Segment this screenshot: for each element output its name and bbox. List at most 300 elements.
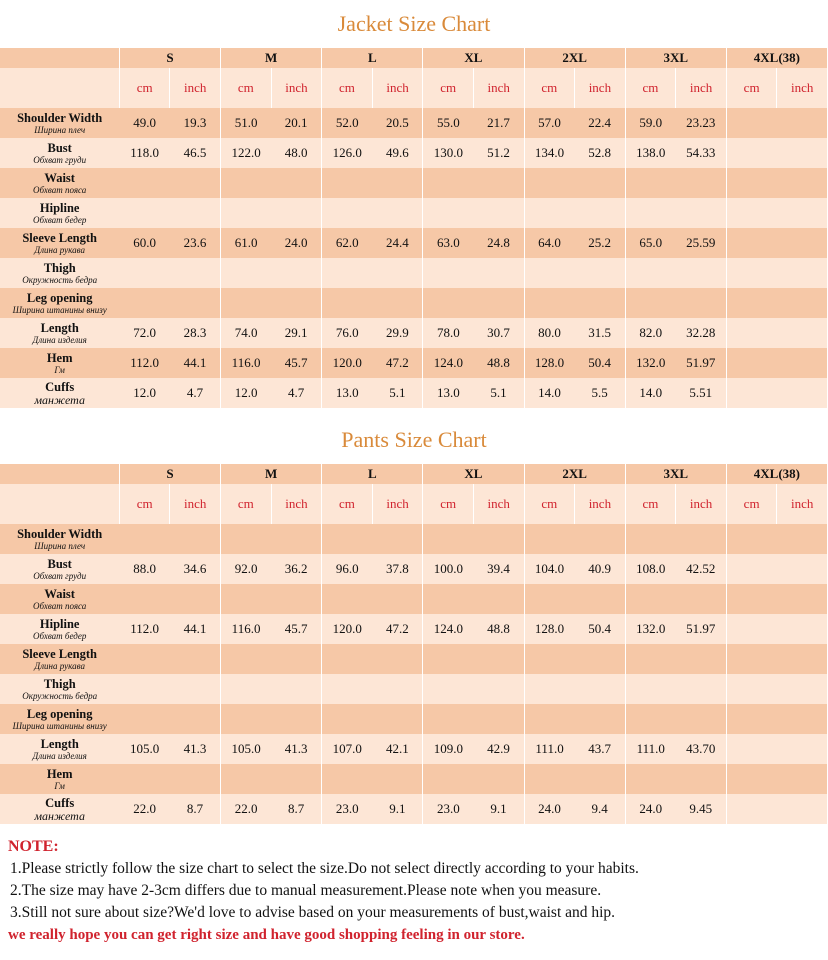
measurement-value — [322, 674, 373, 704]
measurement-value — [170, 168, 221, 198]
measurement-value: 24.4 — [372, 228, 423, 258]
measurement-value: 112.0 — [119, 348, 170, 378]
measurement-label-en: Shoulder Width — [17, 526, 103, 541]
size-header-cell: L — [322, 464, 423, 484]
measurement-value: 41.3 — [271, 734, 322, 764]
measurement-label-en: Bust — [47, 556, 72, 571]
measurement-row — [0, 584, 828, 614]
measurement-value — [221, 258, 272, 288]
measurement-value: 64.0 — [524, 228, 575, 258]
measurement-value — [625, 258, 676, 288]
measurement-label-ru: Длина рукава — [34, 660, 85, 671]
measurement-value — [372, 704, 423, 734]
measurement-value — [524, 168, 575, 198]
measurement-label — [0, 198, 119, 228]
measurement-row — [0, 108, 828, 138]
measurement-value — [119, 764, 170, 794]
measurement-value — [473, 198, 524, 228]
measurement-value — [625, 764, 676, 794]
measurement-value: 36.2 — [271, 554, 322, 584]
size-header-row — [0, 464, 828, 484]
measurement-value: 32.28 — [676, 318, 727, 348]
measurement-value: 28.3 — [170, 318, 221, 348]
measurement-value — [170, 764, 221, 794]
notes-block — [0, 824, 828, 946]
measurement-value: 44.1 — [170, 614, 221, 644]
measurement-value — [777, 674, 828, 704]
unit-header-cell: inch — [271, 68, 322, 108]
size-header-row — [0, 48, 828, 68]
measurement-value — [322, 764, 373, 794]
measurement-value: 9.1 — [473, 794, 524, 824]
measurement-value: 14.0 — [524, 378, 575, 408]
measurement-label-en: Hipline — [39, 616, 80, 631]
measurement-value: 24.0 — [271, 228, 322, 258]
measurement-value: 107.0 — [322, 734, 373, 764]
measurement-value — [726, 794, 777, 824]
measurement-label-en: Hem — [46, 350, 73, 365]
measurement-value — [726, 348, 777, 378]
measurement-value: 20.1 — [271, 108, 322, 138]
measurement-value: 9.4 — [575, 794, 626, 824]
measurement-value — [726, 288, 777, 318]
measurement-label — [0, 584, 119, 614]
measurement-value — [170, 524, 221, 554]
measurement-value — [777, 318, 828, 348]
measurement-value: 45.7 — [271, 614, 322, 644]
measurement-value: 100.0 — [423, 554, 474, 584]
measurement-value — [726, 378, 777, 408]
measurement-label-ru: Гм — [54, 780, 65, 791]
measurement-row — [0, 764, 828, 794]
note-heading: NOTE: — [8, 838, 59, 855]
measurement-label — [0, 524, 119, 554]
measurement-value — [676, 764, 727, 794]
size-header-cell: XL — [423, 48, 524, 68]
measurement-value — [524, 674, 575, 704]
measurement-value: 112.0 — [119, 614, 170, 644]
unit-header-cell: inch — [575, 484, 626, 524]
measurement-value — [524, 524, 575, 554]
measurement-value: 78.0 — [423, 318, 474, 348]
measurement-label-ru: Длина рукава — [34, 244, 85, 255]
measurement-value — [575, 584, 626, 614]
measurement-value: 105.0 — [221, 734, 272, 764]
measurement-label-ru: Длина изделия — [32, 334, 87, 345]
measurement-value: 132.0 — [625, 614, 676, 644]
measurement-value — [777, 378, 828, 408]
unit-header-cell: inch — [676, 68, 727, 108]
measurement-value: 43.70 — [676, 734, 727, 764]
unit-header-cell: cm — [423, 68, 474, 108]
measurement-value: 80.0 — [524, 318, 575, 348]
measurement-value: 65.0 — [625, 228, 676, 258]
measurement-value: 29.1 — [271, 318, 322, 348]
measurement-label-ru: Обхват груди — [33, 154, 87, 165]
measurement-label-en: Sleeve Length — [22, 230, 97, 245]
measurement-value — [473, 704, 524, 734]
measurement-row — [0, 674, 828, 704]
measurement-value — [777, 554, 828, 584]
unit-header-cell: cm — [221, 68, 272, 108]
measurement-value: 22.0 — [119, 794, 170, 824]
measurement-value — [575, 644, 626, 674]
unit-header-cell: cm — [524, 484, 575, 524]
measurement-value: 24.8 — [473, 228, 524, 258]
measurement-value — [271, 704, 322, 734]
measurement-value — [777, 228, 828, 258]
measurement-value — [625, 644, 676, 674]
note-line-2: 2.The size may have 2-3cm differs due to manual measurement.Please note when you measure. — [10, 882, 602, 899]
measurement-label — [0, 258, 119, 288]
measurement-value: 40.9 — [575, 554, 626, 584]
measurement-value: 120.0 — [322, 348, 373, 378]
measurement-label-ru: Окружность бедра — [22, 274, 98, 285]
measurement-value — [271, 288, 322, 318]
measurement-value: 130.0 — [423, 138, 474, 168]
measurement-label-ru: манжета — [34, 808, 85, 823]
measurement-label-ru: манжета — [34, 392, 85, 407]
measurement-value — [271, 524, 322, 554]
measurement-value — [625, 288, 676, 318]
measurement-value: 122.0 — [221, 138, 272, 168]
measurement-value: 46.5 — [170, 138, 221, 168]
measurement-value — [777, 348, 828, 378]
measurement-label-ru: Ширина плеч — [34, 124, 86, 135]
measurement-value: 60.0 — [119, 228, 170, 258]
size-header-cell: 3XL — [625, 48, 726, 68]
measurement-value — [625, 524, 676, 554]
measurement-value — [676, 704, 727, 734]
measurement-value — [423, 258, 474, 288]
measurement-value — [221, 644, 272, 674]
measurement-value: 39.4 — [473, 554, 524, 584]
measurement-value — [726, 734, 777, 764]
measurement-value — [575, 258, 626, 288]
measurement-value — [423, 168, 474, 198]
measurement-value — [271, 198, 322, 228]
measurement-value — [473, 168, 524, 198]
measurement-value — [170, 674, 221, 704]
measurement-value — [221, 584, 272, 614]
measurement-value — [119, 674, 170, 704]
measurement-value — [524, 288, 575, 318]
measurement-value: 59.0 — [625, 108, 676, 138]
measurement-value — [575, 288, 626, 318]
measurement-value — [423, 198, 474, 228]
measurement-value: 55.0 — [423, 108, 474, 138]
measurement-label-en: Cuffs — [45, 795, 75, 810]
measurement-value: 34.6 — [170, 554, 221, 584]
measurement-value: 49.6 — [372, 138, 423, 168]
measurement-value: 8.7 — [271, 794, 322, 824]
unit-header-cell: inch — [170, 484, 221, 524]
measurement-value: 76.0 — [322, 318, 373, 348]
size-header-cell: 4XL(38) — [726, 48, 827, 68]
measurement-value — [119, 704, 170, 734]
measurement-label-ru: Длина изделия — [32, 750, 87, 761]
measurement-label — [0, 734, 119, 764]
measurement-value: 63.0 — [423, 228, 474, 258]
measurement-value — [170, 288, 221, 318]
unit-header-cell: cm — [119, 484, 170, 524]
measurement-value — [676, 584, 727, 614]
jacket-chart-title: Jacket Size Chart — [337, 11, 491, 36]
measurement-value: 23.6 — [170, 228, 221, 258]
measurement-value — [726, 318, 777, 348]
measurement-label-ru: Ширина штанины внизу — [12, 720, 107, 731]
measurement-value — [625, 584, 676, 614]
measurement-label-en: Thigh — [43, 676, 76, 691]
unit-header-cell: cm — [625, 68, 676, 108]
measurement-label — [0, 614, 119, 644]
measurement-value — [221, 198, 272, 228]
measurement-value — [473, 674, 524, 704]
size-header-cell: M — [221, 464, 322, 484]
measurement-value: 24.0 — [524, 794, 575, 824]
measurement-value: 12.0 — [119, 378, 170, 408]
measurement-label-en: Leg opening — [26, 290, 93, 305]
size-header-cell: S — [119, 48, 220, 68]
measurement-value: 88.0 — [119, 554, 170, 584]
measurement-value — [423, 644, 474, 674]
measurement-value: 43.7 — [575, 734, 626, 764]
measurement-value: 5.1 — [372, 378, 423, 408]
measurement-row — [0, 524, 828, 554]
size-header-blank — [0, 48, 119, 68]
measurement-row — [0, 378, 828, 408]
measurement-value: 111.0 — [524, 734, 575, 764]
unit-header-cell: inch — [473, 484, 524, 524]
measurement-value — [524, 198, 575, 228]
measurement-value — [271, 168, 322, 198]
measurement-value — [524, 258, 575, 288]
measurement-value — [372, 644, 423, 674]
unit-header-cell: cm — [625, 484, 676, 524]
measurement-value — [221, 288, 272, 318]
measurement-value: 44.1 — [170, 348, 221, 378]
unit-header-cell: cm — [322, 68, 373, 108]
size-header-cell: 4XL(38) — [726, 464, 827, 484]
measurement-label — [0, 348, 119, 378]
unit-header-cell: inch — [575, 68, 626, 108]
measurement-value: 124.0 — [423, 348, 474, 378]
measurement-value: 4.7 — [170, 378, 221, 408]
unit-header-row — [0, 68, 828, 108]
measurement-value — [423, 764, 474, 794]
unit-header-cell: cm — [119, 68, 170, 108]
measurement-value — [322, 168, 373, 198]
measurement-row — [0, 228, 828, 258]
measurement-value — [423, 288, 474, 318]
measurement-value — [777, 288, 828, 318]
measurement-value: 42.9 — [473, 734, 524, 764]
measurement-label-ru: Обхват бедер — [32, 630, 87, 641]
measurement-value — [119, 524, 170, 554]
measurement-label — [0, 674, 119, 704]
measurement-value — [372, 288, 423, 318]
measurement-value: 134.0 — [524, 138, 575, 168]
measurement-value — [423, 674, 474, 704]
measurement-value — [271, 764, 322, 794]
measurement-row — [0, 704, 828, 734]
measurement-value: 23.0 — [322, 794, 373, 824]
measurement-value — [271, 674, 322, 704]
measurement-value — [575, 524, 626, 554]
measurement-value: 62.0 — [322, 228, 373, 258]
measurement-value — [575, 198, 626, 228]
measurement-row — [0, 614, 828, 644]
measurement-value — [777, 258, 828, 288]
measurement-value — [473, 764, 524, 794]
measurement-value — [777, 734, 828, 764]
measurement-value — [777, 108, 828, 138]
measurement-value: 12.0 — [221, 378, 272, 408]
measurement-value: 5.5 — [575, 378, 626, 408]
measurement-value — [170, 644, 221, 674]
measurement-value — [372, 674, 423, 704]
measurement-value — [575, 674, 626, 704]
unit-header-cell: inch — [170, 68, 221, 108]
measurement-value — [372, 524, 423, 554]
measurement-value — [473, 644, 524, 674]
pants-section — [0, 416, 828, 824]
measurement-value — [524, 764, 575, 794]
measurement-row — [0, 644, 828, 674]
measurement-value: 128.0 — [524, 614, 575, 644]
measurement-label-ru: Обхват пояса — [33, 184, 87, 195]
measurement-value — [524, 644, 575, 674]
measurement-value — [524, 704, 575, 734]
measurement-value: 5.1 — [473, 378, 524, 408]
measurement-value — [372, 168, 423, 198]
measurement-value — [726, 554, 777, 584]
measurement-value — [322, 704, 373, 734]
measurement-value: 104.0 — [524, 554, 575, 584]
measurement-value: 118.0 — [119, 138, 170, 168]
measurement-value — [271, 644, 322, 674]
measurement-label — [0, 318, 119, 348]
measurement-value — [676, 644, 727, 674]
measurement-label-en: Leg opening — [26, 706, 93, 721]
measurement-value — [322, 644, 373, 674]
measurement-value: 45.7 — [271, 348, 322, 378]
measurement-value: 128.0 — [524, 348, 575, 378]
measurement-value — [777, 764, 828, 794]
measurement-value — [119, 644, 170, 674]
measurement-value: 109.0 — [423, 734, 474, 764]
measurement-value — [170, 198, 221, 228]
jacket-size-table — [0, 48, 828, 408]
measurement-value — [170, 704, 221, 734]
pants-chart-title: Pants Size Chart — [341, 427, 487, 452]
measurement-value: 120.0 — [322, 614, 373, 644]
measurement-value: 29.9 — [372, 318, 423, 348]
measurement-label — [0, 644, 119, 674]
measurement-value — [473, 258, 524, 288]
measurement-value — [322, 288, 373, 318]
measurement-label — [0, 288, 119, 318]
size-header-cell: 3XL — [625, 464, 726, 484]
unit-header-cell: cm — [726, 484, 777, 524]
measurement-value: 82.0 — [625, 318, 676, 348]
unit-header-cell: cm — [221, 484, 272, 524]
measurement-value — [473, 288, 524, 318]
measurement-value: 23.0 — [423, 794, 474, 824]
measurement-value: 42.1 — [372, 734, 423, 764]
measurement-value: 47.2 — [372, 348, 423, 378]
measurement-value — [676, 524, 727, 554]
measurement-value — [625, 704, 676, 734]
measurement-value — [726, 168, 777, 198]
jacket-section — [0, 0, 828, 408]
measurement-value: 52.8 — [575, 138, 626, 168]
unit-header-cell: inch — [473, 68, 524, 108]
measurement-value: 72.0 — [119, 318, 170, 348]
measurement-label — [0, 228, 119, 258]
unit-header-cell: cm — [726, 68, 777, 108]
measurement-value: 124.0 — [423, 614, 474, 644]
measurement-value — [575, 764, 626, 794]
measurement-label — [0, 704, 119, 734]
measurement-value: 54.33 — [676, 138, 727, 168]
measurement-row — [0, 138, 828, 168]
measurement-value — [777, 198, 828, 228]
measurement-value — [423, 704, 474, 734]
measurement-value — [726, 704, 777, 734]
note-line-3: 3.Still not sure about size?We'd love to advise based on your measurements of bust,waist and hip. — [10, 904, 616, 921]
measurement-label-en: Sleeve Length — [22, 646, 97, 661]
measurement-value — [726, 108, 777, 138]
measurement-value — [322, 198, 373, 228]
measurement-value — [726, 258, 777, 288]
measurement-row — [0, 734, 828, 764]
measurement-value — [625, 168, 676, 198]
measurement-value — [676, 258, 727, 288]
measurement-value — [777, 794, 828, 824]
measurement-value — [726, 198, 777, 228]
measurement-label — [0, 764, 119, 794]
measurement-label — [0, 378, 119, 408]
measurement-value — [221, 524, 272, 554]
measurement-value: 13.0 — [423, 378, 474, 408]
measurement-label — [0, 138, 119, 168]
measurement-value: 14.0 — [625, 378, 676, 408]
measurement-label-en: Shoulder Width — [17, 110, 103, 125]
measurement-value — [170, 258, 221, 288]
measurement-value — [676, 674, 727, 704]
measurement-label-en: Waist — [44, 586, 75, 601]
measurement-value: 51.97 — [676, 614, 727, 644]
measurement-row — [0, 348, 828, 378]
measurement-value: 50.4 — [575, 614, 626, 644]
measurement-value: 96.0 — [322, 554, 373, 584]
measurement-value — [473, 524, 524, 554]
measurement-value: 74.0 — [221, 318, 272, 348]
measurement-row — [0, 168, 828, 198]
measurement-label-ru: Ширина плеч — [34, 540, 86, 551]
measurement-value: 52.0 — [322, 108, 373, 138]
measurement-label-en: Waist — [44, 170, 75, 185]
measurement-value: 9.45 — [676, 794, 727, 824]
measurement-value — [575, 168, 626, 198]
measurement-value — [119, 198, 170, 228]
measurement-value — [372, 764, 423, 794]
measurement-value: 42.52 — [676, 554, 727, 584]
measurement-value: 30.7 — [473, 318, 524, 348]
measurement-value: 4.7 — [271, 378, 322, 408]
size-header-blank — [0, 464, 119, 484]
